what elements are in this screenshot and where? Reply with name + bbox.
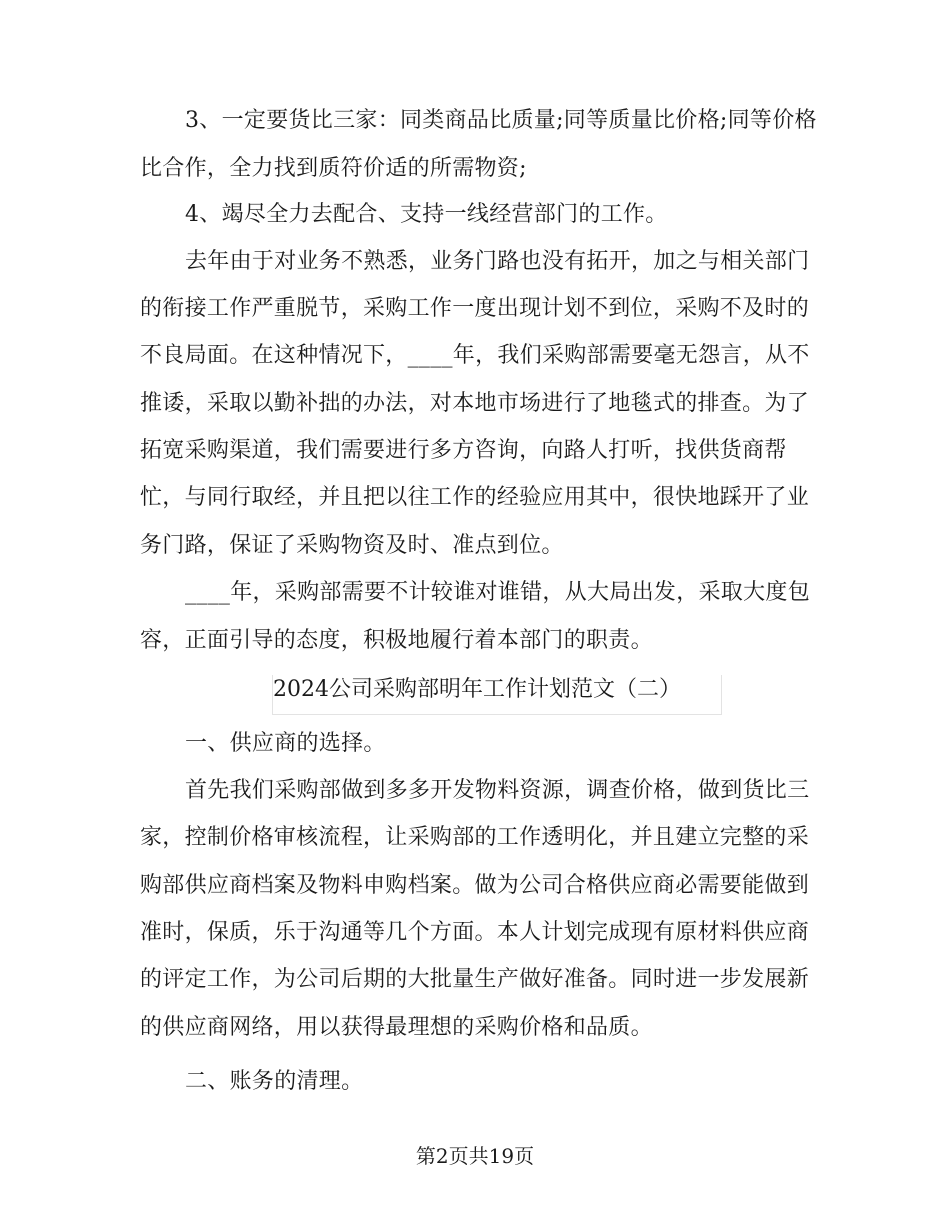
paragraph-line: 首先我们采购部做到多多开发物料资源，调查价格，做到货比三: [185, 778, 810, 803]
paragraph-line: 容，正面引导的态度，积极地履行着本部门的职责。: [140, 628, 653, 653]
section-heading: [272, 675, 722, 715]
paragraph-line: 忙，与同行取经，并且把以往工作的经验应用其中，很快地踩开了业: [140, 485, 810, 510]
page-number: 第2页共19页: [415, 1144, 535, 1168]
paragraph-line: 务门路，保证了采购物资及时、准点到位。: [140, 533, 564, 558]
section-subheading: 一、供应商的选择。: [185, 731, 386, 756]
paragraph-line: 的评定工作，为公司后期的大批量生产做好准备。同时进一步发展新: [140, 967, 810, 992]
paragraph-line: 不良局面。在这种情况下，____年，我们采购部需要毫无怨言，从不: [140, 343, 810, 368]
paragraph-line: 准时，保质，乐于沟通等几个方面。本人计划完成现有原材料供应商: [140, 920, 810, 945]
paragraph-line: 拓宽采购渠道，我们需要进行多方咨询，向路人打听，找供货商帮: [140, 438, 787, 463]
section-heading-text: 2024公司采购部明年工作计划范文（二）: [273, 677, 681, 702]
paragraph-line: 的衔接工作严重脱节，采购工作一度出现计划不到位，采购不及时的: [140, 296, 810, 321]
paragraph-line: ____年，采购部需要不计较谁对谁错，从大局出发，采取大度包: [185, 580, 811, 605]
paragraph-line: 比合作，全力找到质符价适的所需物资;: [140, 156, 527, 181]
paragraph-line: 购部供应商档案及物料申购档案。做为公司合格供应商必需要能做到: [140, 873, 810, 898]
paragraph-line: 去年由于对业务不熟悉，业务门路也没有拓开，加之与相关部门: [185, 249, 810, 274]
paragraph-line: 3、一定要货比三家：同类商品比质量;同等质量比价格;同等价格: [185, 108, 817, 133]
paragraph-line: 的供应商网络，用以获得最理想的采购价格和品质。: [140, 1015, 653, 1040]
section-subheading: 二、账务的清理。: [185, 1069, 364, 1094]
paragraph-line: 家，控制价格审核流程，让采购部的工作透明化，并且建立完整的采: [140, 825, 810, 850]
paragraph-line: 推诿，采取以勤补拙的办法，对本地市场进行了地毯式的排查。为了: [140, 391, 810, 416]
paragraph-line: 4、竭尽全力去配合、支持一线经营部门的工作。: [185, 202, 668, 227]
